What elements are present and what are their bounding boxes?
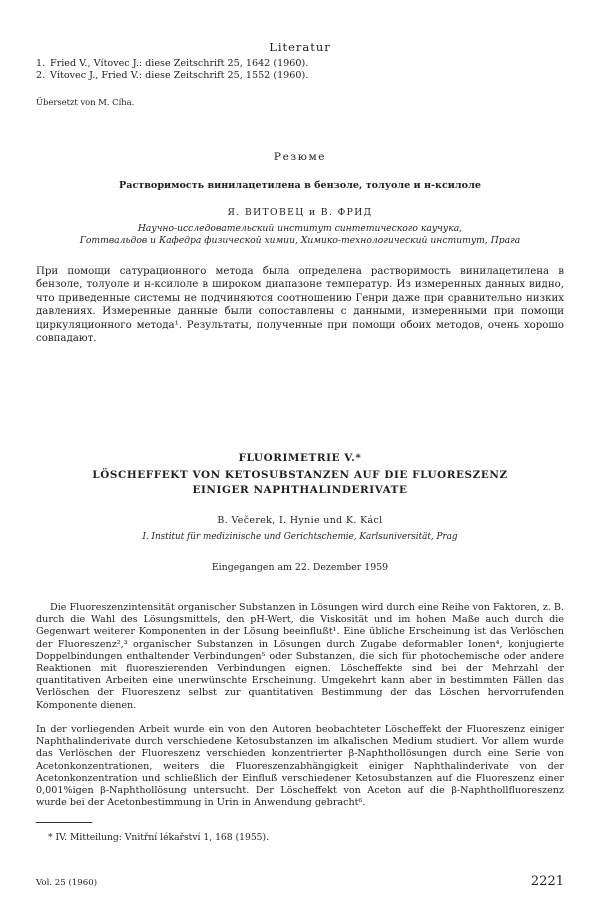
resume-authors: Я. ВИТОВЕЦ и В. ФРИД bbox=[227, 207, 373, 218]
reference-text: Vítovec J., Fried V.: diese Zeitschrift 25, 1552 (1960). bbox=[50, 70, 309, 81]
footnote: * IV. Mitteilung: Vnitřní lékařství 1, 168 (1955). bbox=[48, 832, 270, 843]
reference-number: 1. bbox=[36, 58, 46, 69]
article-title-block bbox=[0, 451, 600, 498]
resume-affiliation-line: Готтвальдов и Кафедра физической химии, Химико-технологический институт, Прага bbox=[79, 235, 521, 246]
article-title: LÖSCHEFFEKT VON KETOSUBSTANZEN AUF DIE FLUORESZENZ EINIGER NAPHTHALINDERIVATE bbox=[92, 469, 508, 496]
article-paragraph: Die Fluoreszenzintensität organischer Substanzen in Lösungen wird durch eine Reihe von Faktoren, z. B. durch die Wahl des Lösungsmittels, den pH-Wert, die Viskosität und im hohen Maße auch durch die Gegenwart weiterer Komponenten in der Lösung beeinflußt¹. Eine übliche Erscheinung ist das Verlöschen der Fluoreszenz²,³ organischer Substanzen in Lösungen durch Zugabe deformabler Ionen⁴, konjugierte Doppelbindungen enthaltender Verbindungen⁵ oder Substanzen, die sich für photochemische oder andere Reaktionen mit fluoreszierenden Verbindungen eignen. Löscheffekte sind bei der Mehrzahl der quantitativen Arbeiten eine unerwünschte Erscheinung. Umgekehrt kann aber in bestimmten Fällen das Verlöschen der Fluoreszenz selbst zur quantitativen Bestimmung der das Löschen hervorrufenden Komponente dienen. bbox=[36, 602, 564, 711]
resume-subtitle: Растворимость винилацетилена в бензоле, толуоле и н-ксилоле bbox=[119, 180, 481, 191]
resume-heading: Резюме bbox=[273, 151, 327, 163]
translator-note: Übersetzt von M. Cíha. bbox=[36, 97, 135, 107]
resume-affiliation-line: Научно-исследовательский институт синтетического каучука, bbox=[137, 223, 463, 234]
page-number: 2221 bbox=[530, 874, 564, 889]
reference-item bbox=[36, 70, 308, 82]
resume-affiliation bbox=[36, 223, 564, 247]
article-paragraph: In der vorliegenden Arbeit wurde ein von den Autoren beobachteter Löscheffekt der Fluoreszenz einiger Naphthalinderivate durch verschiedene Ketosubstanzen im alkalischen Medium studiert. Vor allem wurde das Verlöschen der Fluoreszenz verschieden konzentrierter β-Naphthollösungen durch eine Serie von Acetonkonzentrationen, weiters die Fluoreszenzabhängigkeit einiger Naphthalinderivate von der Acetonkonzentration und schließlich der Einfluß verschiedener Ketosubstanzen auf die Fluoreszenz einer 0,001%igen β-Naphthollösung untersucht. Der Löscheffekt von Aceton auf die β-Naphthollfluoreszenz wurde bei der Acetonbestimmung in Urin in Anwendung gebracht⁶. bbox=[36, 724, 564, 809]
literature-heading: Literatur bbox=[269, 40, 331, 54]
received-date: Eingegangen am 22. Dezember 1959 bbox=[211, 562, 389, 573]
reference-item bbox=[36, 58, 308, 70]
footnote-rule bbox=[36, 822, 92, 823]
article-authors: B. Večerek, I. Hynie und K. Kácl bbox=[217, 515, 383, 526]
reference-text: Fried V., Vítovec J.: diese Zeitschrift 25, 1642 (1960). bbox=[50, 58, 309, 69]
resume-text: При помощи сатурационного метода была определена растворимость винилацетилена в бензоле, толуоле и н-ксилоле в широком диапазоне температур. Из измеренных данных видно, что приведенные системы не подчиняются соотношению Генри даже при сравнительно низких давлениях. Измеренные данные были сопоставлены с данными, измеренными при помощи циркуляционного метода¹. Результаты, полученные при помощи обоих методов, очень хорошо совпадают. bbox=[36, 266, 564, 345]
reference-number: 2. bbox=[36, 70, 46, 81]
article-affiliation: I. Institut für medizinische und Gerichtschemie, Karlsuniversität, Prag bbox=[142, 532, 458, 542]
article-series-title: FLUORIMETRIE V.* bbox=[238, 452, 362, 464]
volume-label: Vol. 25 (1960) bbox=[36, 878, 98, 888]
